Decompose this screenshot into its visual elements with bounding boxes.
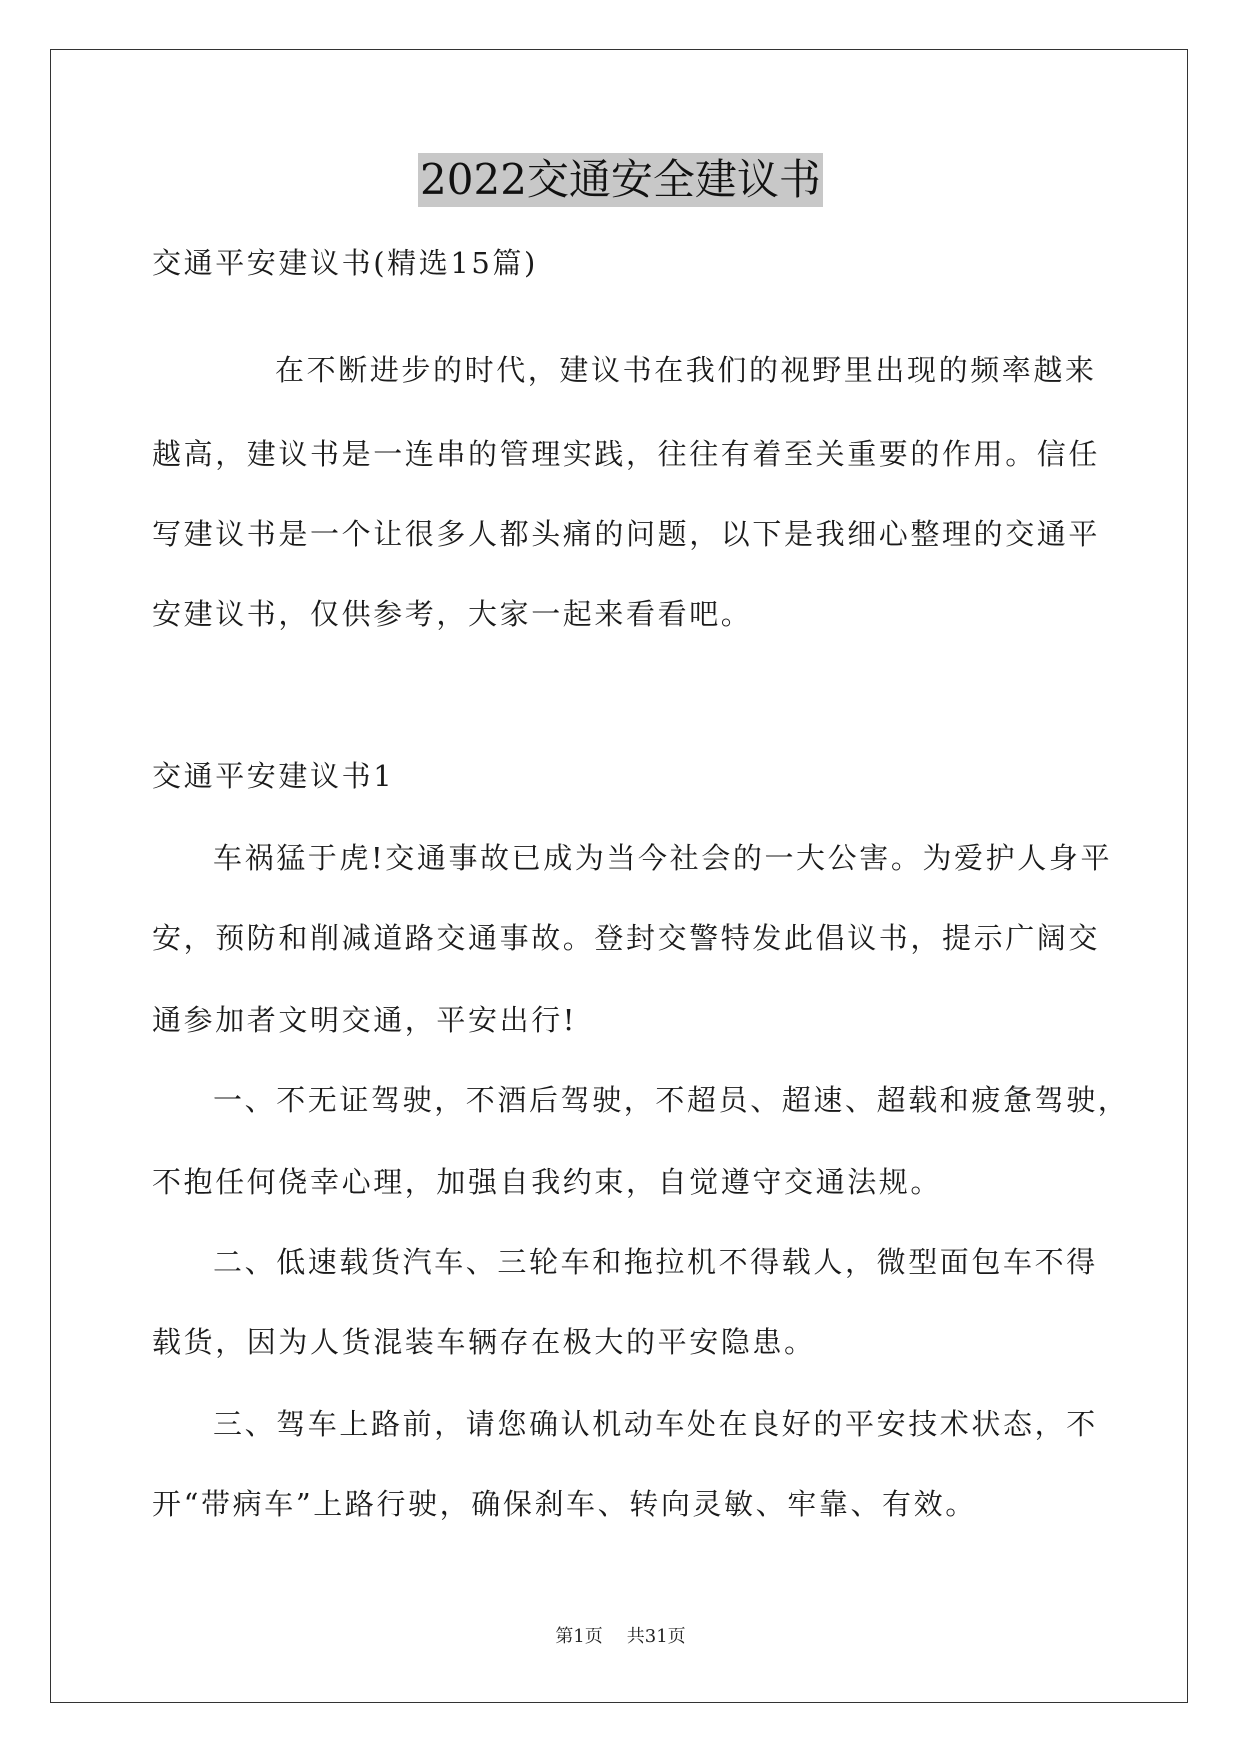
paragraph-line: 载货，因为人货混装车辆存在极大的平安隐患。 [152, 1325, 816, 1359]
paragraph-line: 二、低速载货汽车、三轮车和拖拉机不得载人，微型面包车不得 [213, 1245, 1098, 1279]
page-total: 共31页 [626, 1626, 686, 1647]
paragraph-line: 安，预防和削减道路交通事故。登封交警特发此倡议书，提示广阔交 [152, 921, 1101, 955]
intro-line: 在不断进步的时代，建议书在我们的视野里出现的频率越来 [275, 353, 1097, 387]
paragraph-line: 开“带病车”上路行驶，确保刹车、转向灵敏、牢靠、有效。 [152, 1487, 977, 1521]
paragraph-line: 三、驾车上路前，请您确认机动车处在良好的平安技术状态，不 [213, 1407, 1098, 1441]
title-container [0, 153, 1241, 207]
document-subtitle: 交通平安建议书(精选15篇) [152, 246, 538, 280]
paragraph-line: 车祸猛于虎!交通事故已成为当今社会的一大公害。为爱护人身平 [213, 841, 1113, 875]
intro-line: 越高，建议书是一连串的管理实践，往往有着至关重要的作用。信任 [152, 437, 1101, 471]
intro-line: 安建议书，仅供参考，大家一起来看看吧。 [152, 597, 753, 631]
paragraph-line: 不抱任何侥幸心理，加强自我约束，自觉遵守交通法规。 [152, 1165, 943, 1199]
page-number: 第1页 [555, 1626, 603, 1647]
intro-line: 写建议书是一个让很多人都头痛的问题，以下是我细心整理的交通平 [152, 517, 1101, 551]
document-title: 2022交通安全建议书 [418, 153, 823, 207]
paragraph-line: 一、不无证驾驶，不酒后驾驶，不超员、超速、超载和疲惫驾驶， [213, 1083, 1130, 1117]
page-footer [0, 1625, 1241, 1649]
paragraph-line: 通参加者文明交通，平安出行! [152, 1003, 578, 1037]
section-heading: 交通平安建议书1 [152, 759, 395, 793]
